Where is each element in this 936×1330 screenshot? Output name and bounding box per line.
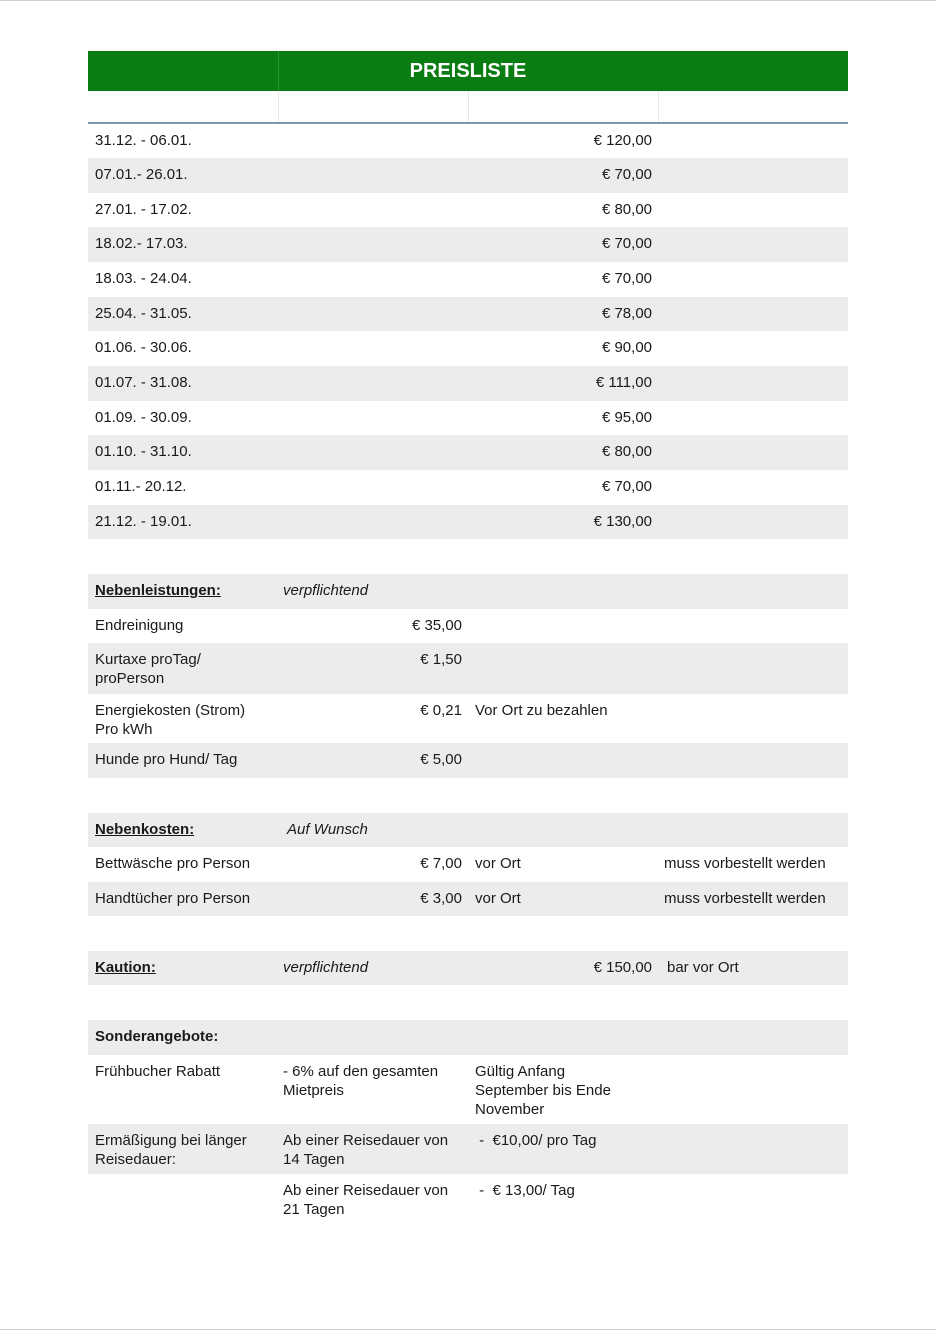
offer-condition: Ab einer Reisedauer von 21 Tagen bbox=[283, 1182, 449, 1218]
season-price: € 111,00 bbox=[595, 374, 652, 391]
season-period: 31.12. - 06.01. bbox=[95, 132, 192, 149]
season-price: € 90,00 bbox=[601, 339, 652, 356]
fee-price: € 1,50 bbox=[420, 651, 462, 668]
title-bar bbox=[88, 51, 848, 91]
cost-label: Handtücher pro Person bbox=[95, 890, 251, 907]
offer-label: Ermäßigung bei länger Reisedauer: bbox=[95, 1132, 247, 1168]
season-price: € 80,00 bbox=[601, 201, 652, 218]
offer-detail: Gültig Anfang September bis Ende November bbox=[475, 1063, 611, 1118]
season-period: 18.02.- 17.03. bbox=[95, 235, 188, 252]
season-row bbox=[88, 435, 848, 470]
nebenkosten-header bbox=[88, 813, 848, 847]
section-spacer bbox=[88, 916, 848, 951]
column-divider bbox=[278, 91, 279, 122]
season-row bbox=[88, 401, 848, 435]
season-period: 01.10. - 31.10. bbox=[95, 443, 192, 460]
season-period: 25.04. - 31.05. bbox=[95, 305, 192, 322]
cost-row bbox=[88, 847, 848, 882]
cost-row bbox=[88, 882, 848, 916]
offer-label: Frühbucher Rabatt bbox=[95, 1063, 221, 1080]
season-row bbox=[88, 227, 848, 262]
season-period: 07.01.- 26.01. bbox=[95, 166, 188, 183]
season-period: 01.07. - 31.08. bbox=[95, 374, 192, 391]
cost-price: € 7,00 bbox=[420, 855, 462, 872]
offer-detail: - € 13,00/ Tag bbox=[475, 1182, 575, 1199]
season-row bbox=[88, 158, 848, 193]
fee-price: € 0,21 bbox=[420, 702, 462, 719]
offer-row bbox=[88, 1055, 848, 1124]
header-sub-bar bbox=[88, 91, 848, 124]
season-row bbox=[88, 366, 848, 401]
season-period: 27.01. - 17.02. bbox=[95, 201, 192, 218]
offer-condition: Ab einer Reisedauer von 14 Tagen bbox=[283, 1132, 449, 1168]
fee-row bbox=[88, 694, 848, 743]
season-price: € 70,00 bbox=[601, 270, 652, 287]
season-period: 01.11.- 20.12. bbox=[95, 478, 187, 495]
cost-extra: muss vorbestellt werden bbox=[664, 855, 826, 872]
column-divider bbox=[658, 91, 659, 122]
fee-label: Hunde pro Hund/ Tag bbox=[95, 751, 238, 768]
season-period: 21.12. - 19.01. bbox=[95, 513, 192, 530]
season-price: € 130,00 bbox=[593, 513, 652, 530]
cost-extra: muss vorbestellt werden bbox=[664, 890, 826, 907]
section-spacer bbox=[88, 539, 848, 574]
fee-price: € 5,00 bbox=[420, 751, 462, 768]
column-divider bbox=[468, 91, 469, 122]
season-price: € 70,00 bbox=[601, 166, 652, 183]
season-row bbox=[88, 262, 848, 297]
season-row bbox=[88, 505, 848, 539]
season-price: € 70,00 bbox=[601, 478, 652, 495]
fee-label: Energiekosten (Strom) Pro kWh bbox=[95, 702, 246, 738]
season-period: 18.03. - 24.04. bbox=[95, 270, 192, 287]
section-spacer bbox=[88, 778, 848, 813]
fee-price: € 35,00 bbox=[411, 617, 462, 634]
season-row bbox=[88, 297, 848, 331]
offer-row bbox=[88, 1174, 848, 1226]
section-heading: Kaution: bbox=[95, 959, 156, 976]
fee-remark: Vor Ort zu bezahlen bbox=[475, 702, 608, 719]
season-period: 01.06. - 30.06. bbox=[95, 339, 192, 356]
page-title: PREISLISTE bbox=[409, 60, 527, 82]
fee-row bbox=[88, 609, 848, 643]
cost-price: € 3,00 bbox=[420, 890, 462, 907]
season-price: € 120,00 bbox=[593, 132, 652, 149]
deposit-remark: bar vor Ort bbox=[667, 959, 739, 976]
section-note: Auf Wunsch bbox=[287, 821, 368, 838]
price-list-sheet bbox=[88, 51, 848, 1226]
offer-condition: - 6% auf den gesamten Mietpreis bbox=[283, 1063, 439, 1099]
offer-detail: - €10,00/ pro Tag bbox=[475, 1132, 597, 1149]
fee-label: Endreinigung bbox=[95, 617, 184, 634]
season-price: € 95,00 bbox=[601, 409, 652, 426]
cost-remark: vor Ort bbox=[475, 890, 521, 907]
section-heading: Nebenleistungen: bbox=[95, 582, 221, 599]
cost-remark: vor Ort bbox=[475, 855, 521, 872]
season-price: € 70,00 bbox=[601, 235, 652, 252]
deposit-price: € 150,00 bbox=[593, 959, 652, 976]
column-divider bbox=[278, 51, 279, 91]
fee-row bbox=[88, 643, 848, 694]
fee-label: Kurtaxe proTag/ proPerson bbox=[95, 651, 201, 687]
sonderangebote-header bbox=[88, 1020, 848, 1055]
season-price: € 78,00 bbox=[601, 305, 652, 322]
season-period: 01.09. - 30.09. bbox=[95, 409, 192, 426]
season-row bbox=[88, 193, 848, 227]
season-price: € 80,00 bbox=[601, 443, 652, 460]
cost-label: Bettwäsche pro Person bbox=[95, 855, 251, 872]
nebenleistungen-header bbox=[88, 574, 848, 609]
section-spacer bbox=[88, 985, 848, 1020]
section-heading: Nebenkosten: bbox=[95, 821, 195, 838]
season-row bbox=[88, 331, 848, 366]
section-note: verpflichtend bbox=[283, 959, 369, 976]
season-row bbox=[88, 470, 848, 505]
offer-row bbox=[88, 1124, 848, 1174]
kaution-row bbox=[88, 951, 848, 985]
season-row bbox=[88, 124, 848, 158]
section-note: verpflichtend bbox=[283, 582, 369, 599]
section-heading: Sonderangebote: bbox=[95, 1028, 219, 1045]
fee-row bbox=[88, 743, 848, 778]
